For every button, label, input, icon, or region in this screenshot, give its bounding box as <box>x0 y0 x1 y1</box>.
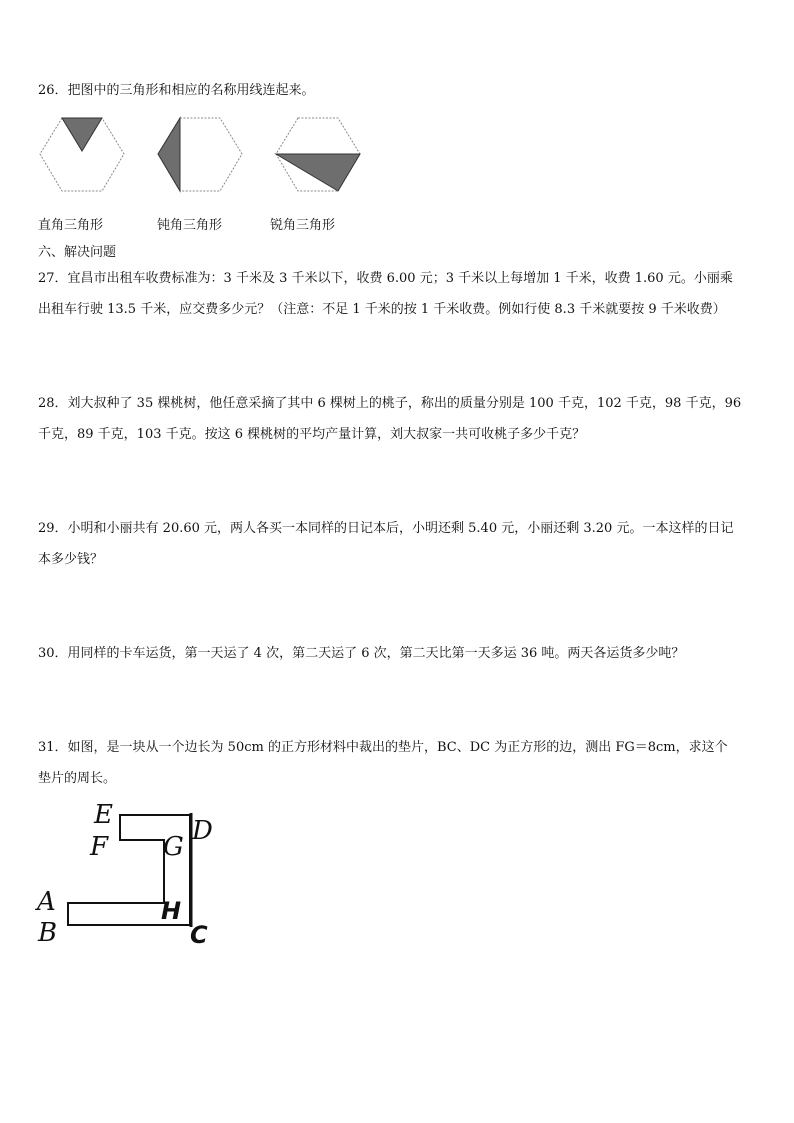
section-title: 六、解决问题 <box>38 245 117 260</box>
label-F: F <box>90 832 109 862</box>
obtuse-triangle-shape <box>158 118 180 191</box>
q30-line1: 30．用同样的卡车运货，第一天运了 4 次，第二天运了 6 次，第二天比第一天多运 36 吨。两天各运货多少吨？ <box>38 646 685 661</box>
label-A: A <box>37 887 56 917</box>
hexagon-obtuse-triangle <box>158 118 242 191</box>
gasket-figure <box>30 795 230 955</box>
q26-question: 26．把图中的三角形和相应的名称用线连起来。 <box>38 83 315 98</box>
q27-line1: 27．宜昌市出租车收费标准为：3 千米及 3 千米以下，收费 6.00 元；3 千米以上每增加 1 千米，收费 1.60 元。小丽乘 <box>38 271 733 286</box>
label-G: G <box>163 832 184 862</box>
label-right-triangle: 直角三角形 <box>38 218 104 233</box>
label-E: E <box>94 800 113 830</box>
hexagon-right-triangle <box>40 118 124 191</box>
hexagon-acute-triangle <box>276 118 360 191</box>
label-B: B <box>38 918 58 948</box>
label-acute-triangle: 锐角三角形 <box>270 218 336 233</box>
q29-line1: 29．小明和小丽共有 20.60 元，两人各买一本同样的日记本后，小明还剩 5.40 元，小丽还剩 3.20 元。一本这样的日记 <box>38 521 734 536</box>
q27-line2: 出租车行驶 13.5 千米，应交费多少元？（注意：不足 1 千米的按 1 千米收费。例如行使 8.3 千米就要按 9 千米收费） <box>38 302 726 317</box>
label-C: C <box>190 921 208 949</box>
q31-line2: 垫片的周长。 <box>38 771 117 786</box>
q31-line1: 31．如图，是一块从一个边长为 50cm 的正方形材料中裁出的垫片，BC、DC 为正方形的边，测出 FG＝8cm，求这个 <box>38 740 728 755</box>
q28-line1: 28．刘大叔种了 35 棵桃树，他任意采摘了其中 6 棵树上的桃子，称出的质量分别是 100 千克，102 千克，98 千克，96 <box>38 396 742 411</box>
label-D: D <box>192 816 213 846</box>
label-obtuse-triangle: 钝角三角形 <box>157 218 223 233</box>
q29-line2: 本多少钱？ <box>38 552 104 567</box>
label-H: H <box>161 897 182 925</box>
hexagon-figures <box>40 116 380 196</box>
q28-line2: 千克，89 千克，103 千克。按这 6 棵桃树的平均产量计算，刘大叔家一共可收桃子多少千克？ <box>38 427 586 442</box>
